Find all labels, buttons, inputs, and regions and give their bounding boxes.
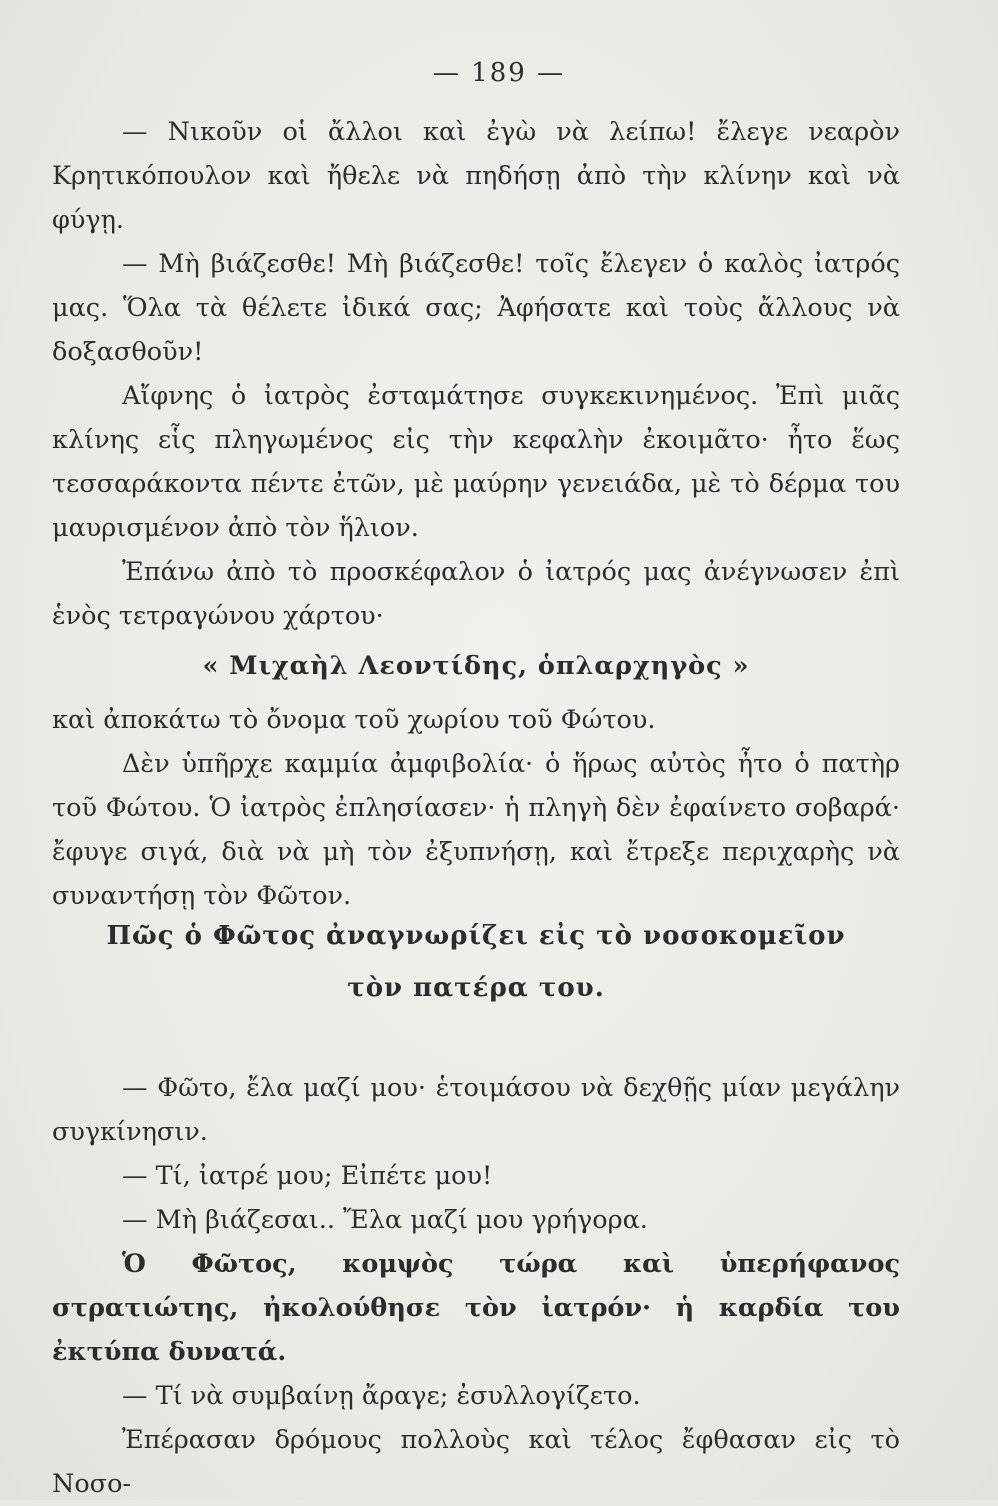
section-heading-line-1: Πῶς ὁ Φῶτος ἀναγνωρίζει εἰς τὸ νοσοκομεῖον [106,921,846,951]
dialog-paragraph-3: — Μὴ βιάζεσαι.. Ἔλα μαζί μου γρήγορα. [122,1205,648,1235]
page-number: — 189 — [432,58,566,88]
paragraph-5: καὶ ἀποκάτω τὸ ὄνομα τοῦ χωρίου τοῦ Φώτου. [52,705,656,735]
dialog-paragraph-1: — Φῶτο, ἔλα μαζί μου· ἑτοιμάσου νὰ δεχθῇς μίαν μεγάλην συγκίνησιν. [52,1073,900,1147]
paragraph-6: Δὲν ὑπῆρχε καμμία ἀμφιβολία· ὁ ἥρως αὐτὸς ἦτο ὁ πατὴρ τοῦ Φώτου. Ὁ ἰατρὸς ἐπλησίασεν· ἡ πληγὴ δὲν ἐφαίνετο σοβαρά· ἔφυγε σιγά, διὰ νὰ μὴ τὸν ἐξυπνήσῃ, καὶ ἔτρεξε περιχαρὴς νὰ συναντήσῃ τὸν Φῶτον. [52,749,900,911]
paragraph-4: Ἐπάνω ἀπὸ τὸ προσκέφαλον ὁ ἰατρός μας ἀνέγνωσεν ἐπὶ ἑνὸς τετραγώνου χάρτου· [52,557,900,631]
body-text [52,110,900,918]
section-heading [52,910,900,1014]
inscription-line: « Μιχαὴλ Λεοντίδης, ὁπλαρχηγὸς » [202,651,750,681]
paragraph-2: — Μὴ βιάζεσθε! Μὴ βιάζεσθε! τοῖς ἔλεγεν ὁ καλὸς ἰατρός μας. Ὅλα τὰ θέλετε ἰδικά σας; Ἀφήσατε καὶ τοὺς ἄλλους νὰ δοξασθοῦν! [52,249,900,367]
paragraph-3: Αἴφνης ὁ ἰατρὸς ἐσταμάτησε συγκεκινημένος. Ἐπὶ μιᾶς κλίνης εἷς πληγωμένος εἰς τὴν κεφαλὴν ἐκοιμᾶτο· ἦτο ἕως τεσσαράκοντα πέντε ἐτῶν, μὲ μαύρην γενειάδα, μὲ τὸ δέρμα του μαυρισμένον ἀπὸ τὸν ἥλιον. [52,381,900,543]
dialog-text [52,1066,900,1506]
paragraph-1: — Νικοῦν οἱ ἄλλοι καὶ ἐγὼ νὰ λείπω! ἔλεγε νεαρὸν Κρητικόπουλον καὶ ἤθελε νὰ πηδήσῃ ἀπὸ τὴν κλίνην καὶ νὰ φύγῃ. [52,117,900,235]
dialog-paragraph-5: — Τί νὰ συμβαίνῃ ἄραγε; ἐσυλλογίζετο. [122,1381,641,1411]
dialog-paragraph-2: — Τί, ἰατρέ μου; Εἰπέτε μου! [122,1161,493,1191]
dialog-paragraph-4: Ὁ Φῶτος, κομψὸς τώρα καὶ ὑπερήφανος στρατιώτης, ἠκολούθησε τὸν ἰατρόν· ἡ καρδία του ἐκτύπα δυνατά. [52,1249,900,1367]
section-heading-line-2: τὸν πατέρα του. [347,973,605,1003]
dialog-paragraph-6: Ἐπέρασαν δρόμους πολλοὺς καὶ τέλος ἔφθασαν εἰς τὸ Νοσο- [52,1425,900,1499]
